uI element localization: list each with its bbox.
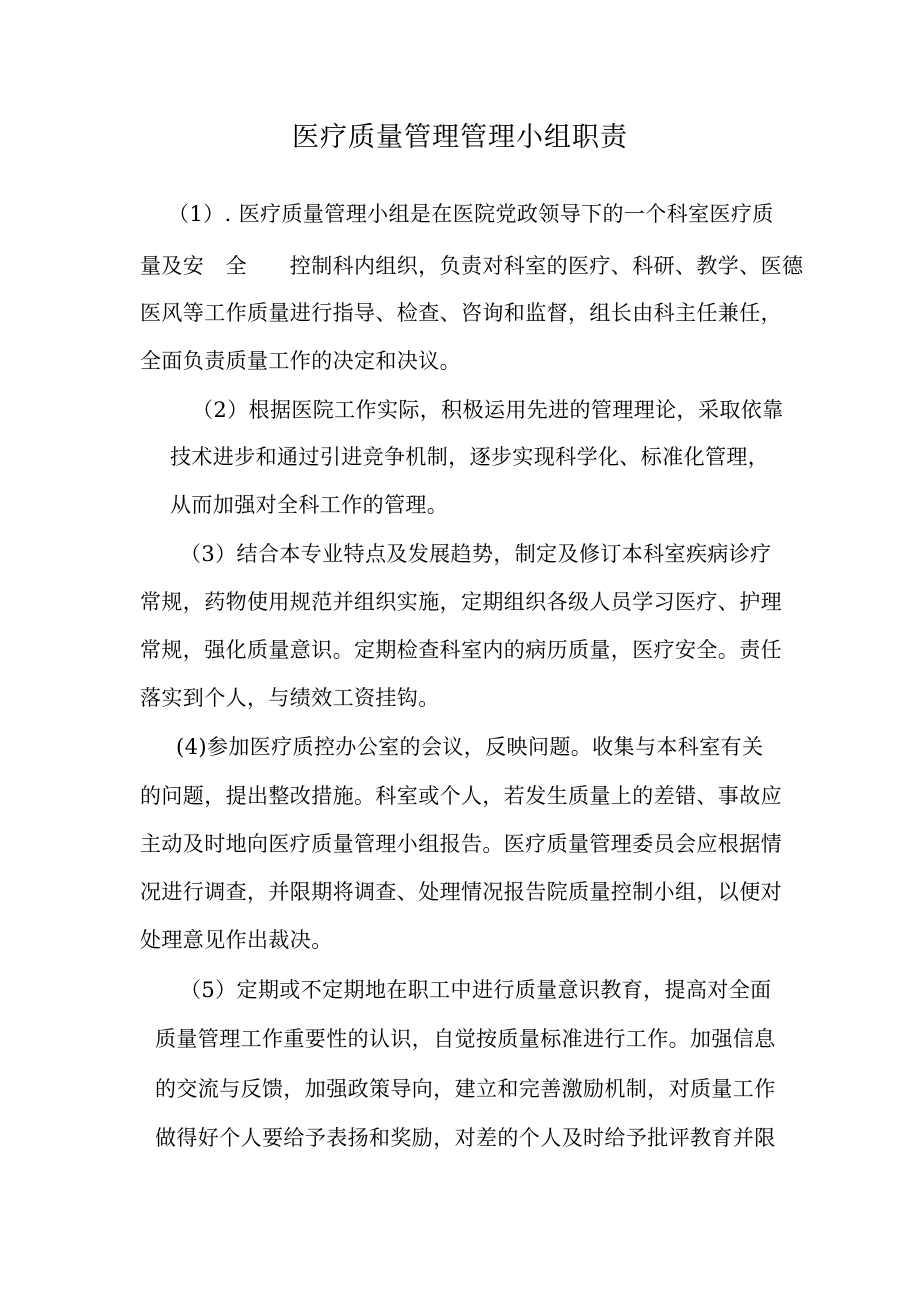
- text-line: （5）定期或不定期地在职工中进行质量意识教育，提高对全面: [180, 978, 772, 1002]
- text-line: （2）根据医院工作实际，积极运用先进的管理理论，采取依靠: [192, 398, 784, 422]
- text-line: 从而加强对全科工作的管理。: [170, 493, 449, 517]
- text-line: 质量管理工作重要性的认识，自觉按质量标准进行工作。加强信息: [155, 1027, 776, 1051]
- text-line: 常规，强化质量意识。定期检查科室内的病历质量，医疗安全。责任: [140, 638, 782, 662]
- text-line: 落实到个人，与绩效工资挂钩。: [140, 686, 440, 710]
- text-line: 况进行调查，并限期将调查、处理情况报告院质量控制小组，以便对: [140, 880, 782, 904]
- text-line: 常规，药物使用规范并组织实施，定期组织各级人员学习医疗、护理: [140, 590, 782, 614]
- text-line: (4)参加医疗质控办公室的会议，反映问题。收集与本科室有关: [176, 735, 764, 759]
- text-line: 的问题，提出整改措施。科室或个人，若发生质量上的差错、事故应: [140, 784, 782, 808]
- text-line: 主动及时地向医疗质量管理小组报告。医疗质量管理委员会应根据情: [140, 832, 782, 856]
- text-line: 技术进步和通过引进竞争机制，逐步实现科学化、标准化管理，: [170, 445, 770, 469]
- text-line: （1）. 医疗质量管理小组是在医院党政领导下的一个科室医疗质: [168, 202, 774, 226]
- text-line: 做得好个人要给予表扬和奖励，对差的个人及时给予批评教育并限: [155, 1126, 776, 1150]
- text-line: 全面负责质量工作的决定和决议。: [140, 349, 461, 373]
- document-title: 医疗质量管理管理小组职责: [292, 122, 628, 153]
- text-line: （3）结合本专业特点及发展趋势，制定及修订本科室疾病诊疗: [180, 542, 772, 566]
- text-line: 的交流与反馈，加强政策导向，建立和完善激励机制，对质量工作: [155, 1077, 776, 1101]
- text-line: 处理意见作出裁决。: [140, 928, 333, 952]
- text-line: 医风等工作质量进行指导、检查、咨询和监督，组长由科主任兼任，: [140, 301, 782, 325]
- text-line: 量及安 全 控制科内组织，负责对科室的医疗、科研、教学、医德: [140, 254, 804, 278]
